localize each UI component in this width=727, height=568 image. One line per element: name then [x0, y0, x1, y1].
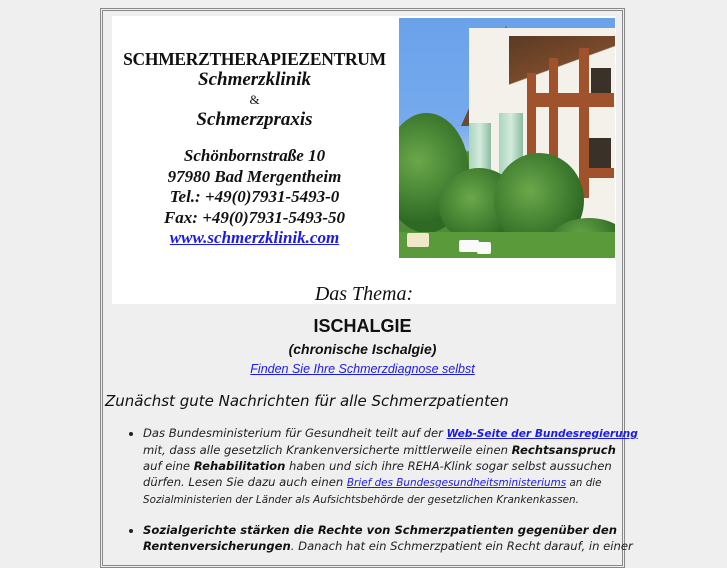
- city-address: 97980 Bad Mergentheim: [167, 166, 342, 186]
- news-item: • Sozialgerichte stärken die Rechte von Schmerzpatienten gegenüber den Rentenversicherungen. Danach hat ein Schmerzpatient ein Recht darauf, in einer: [143, 522, 638, 554]
- street-address: Schönbornstraße 10: [183, 146, 326, 165]
- clinic-photo: [399, 18, 615, 258]
- news-list: [125, 425, 638, 568]
- topic-title: ISCHALGIE: [313, 316, 412, 336]
- clinic-subtitle-praxis: Schmerzpraxis: [196, 109, 313, 130]
- topic-label: Das Thema:: [314, 283, 414, 305]
- news-heading: Zunächst gute Nachrichten für alle Schmerzpatienten: [105, 392, 509, 410]
- phone-number: Tel.: +49(0)7931-5493-0: [169, 187, 340, 206]
- ampersand: &: [249, 92, 260, 107]
- ministry-letter-link[interactable]: Brief des Bundesgesundheitsministeriums: [346, 477, 567, 489]
- page-frame: [100, 8, 638, 568]
- bundesregierung-link[interactable]: Web-Seite der Bundesregierung: [446, 428, 638, 440]
- fax-number: Fax: +49(0)7931-5493-50: [163, 207, 346, 227]
- news-item: • Das Bundesministerium für Gesundheit teilt auf der Web-Seite der Bundesregierung mit, dass alle gesetzlich Krankenversicherte mittlerweile einen Rechtsanspruch auf eine Rehabilitation haben und sich ihre REHA-Klink sogar selbst aussuchen dürfen. Lesen Sie dazu auch einen Brief des Bundesgesundheitsministeriums an die Sozialministerien der Länder als Aufsichtsbehörde der gesetzlichen Krankenkassen.: [143, 425, 638, 508]
- clinic-title: SCHMERZTHERAPIEZENTRUM: [123, 49, 386, 69]
- diagnosis-link[interactable]: Finden Sie Ihre Schmerzdiagnose selbst: [250, 362, 475, 376]
- clinic-subtitle-klinik: Schmerzklinik: [198, 69, 311, 90]
- website-link[interactable]: www.schmerzklinik.com: [169, 228, 340, 247]
- topic-subtitle: (chronische Ischalgie): [288, 341, 437, 357]
- clinic-address-block: [112, 49, 397, 249]
- topic-block: [103, 314, 622, 378]
- header-banner: [112, 16, 616, 304]
